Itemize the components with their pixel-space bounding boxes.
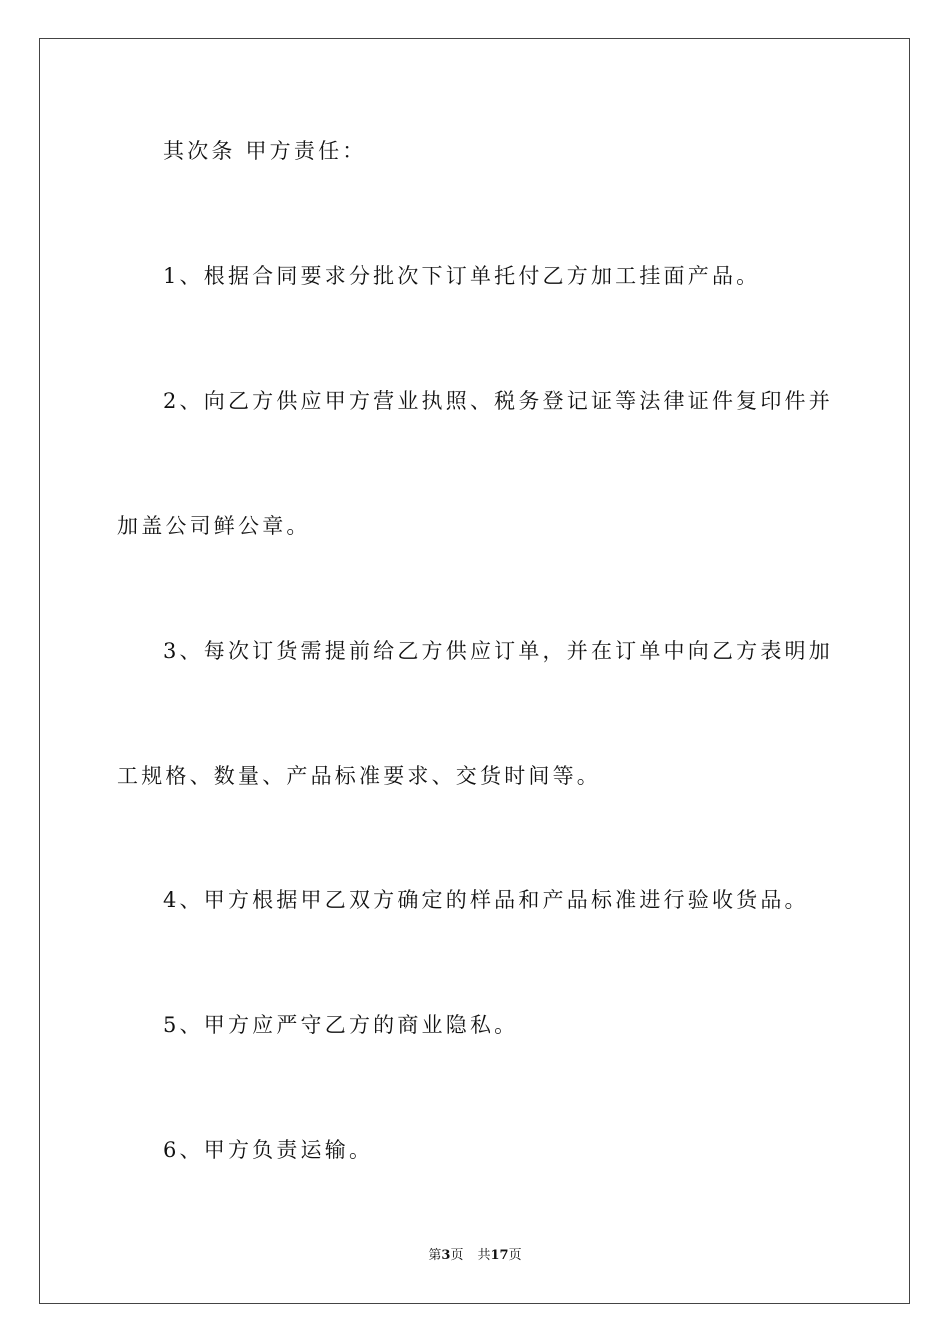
paragraph-5: 5、甲方应严守乙方的商业隐私。 [163, 1013, 519, 1037]
total-prefix: 共 [477, 1248, 491, 1263]
paragraph-3: 3、每次订货需提前给乙方供应订单，并在订单中向乙方表明加 [163, 639, 833, 663]
paragraph-1: 1、根据合同要求分批次下订单托付乙方加工挂面产品。 [163, 264, 761, 288]
paragraph-6: 6、甲方负责运输。 [163, 1138, 374, 1162]
page-number: 3 [441, 1248, 451, 1263]
page-suffix: 页 [450, 1248, 464, 1263]
page-prefix: 第 [428, 1248, 442, 1263]
section-heading: 其次条 甲方责任： [163, 139, 367, 163]
paragraph-2-continuation: 加盖公司鲜公章。 [117, 514, 311, 538]
page-border [39, 38, 910, 1304]
total-suffix: 页 [508, 1248, 522, 1263]
total-pages: 17 [490, 1248, 509, 1263]
page-footer [0, 1247, 950, 1265]
paragraph-4: 4、甲方根据甲乙双方确定的样品和产品标准进行验收货品。 [163, 888, 809, 912]
paragraph-2: 2、向乙方供应甲方营业执照、税务登记证等法律证件复印件并 [163, 389, 833, 413]
paragraph-3-continuation: 工规格、数量、产品标准要求、交货时间等。 [117, 764, 601, 788]
